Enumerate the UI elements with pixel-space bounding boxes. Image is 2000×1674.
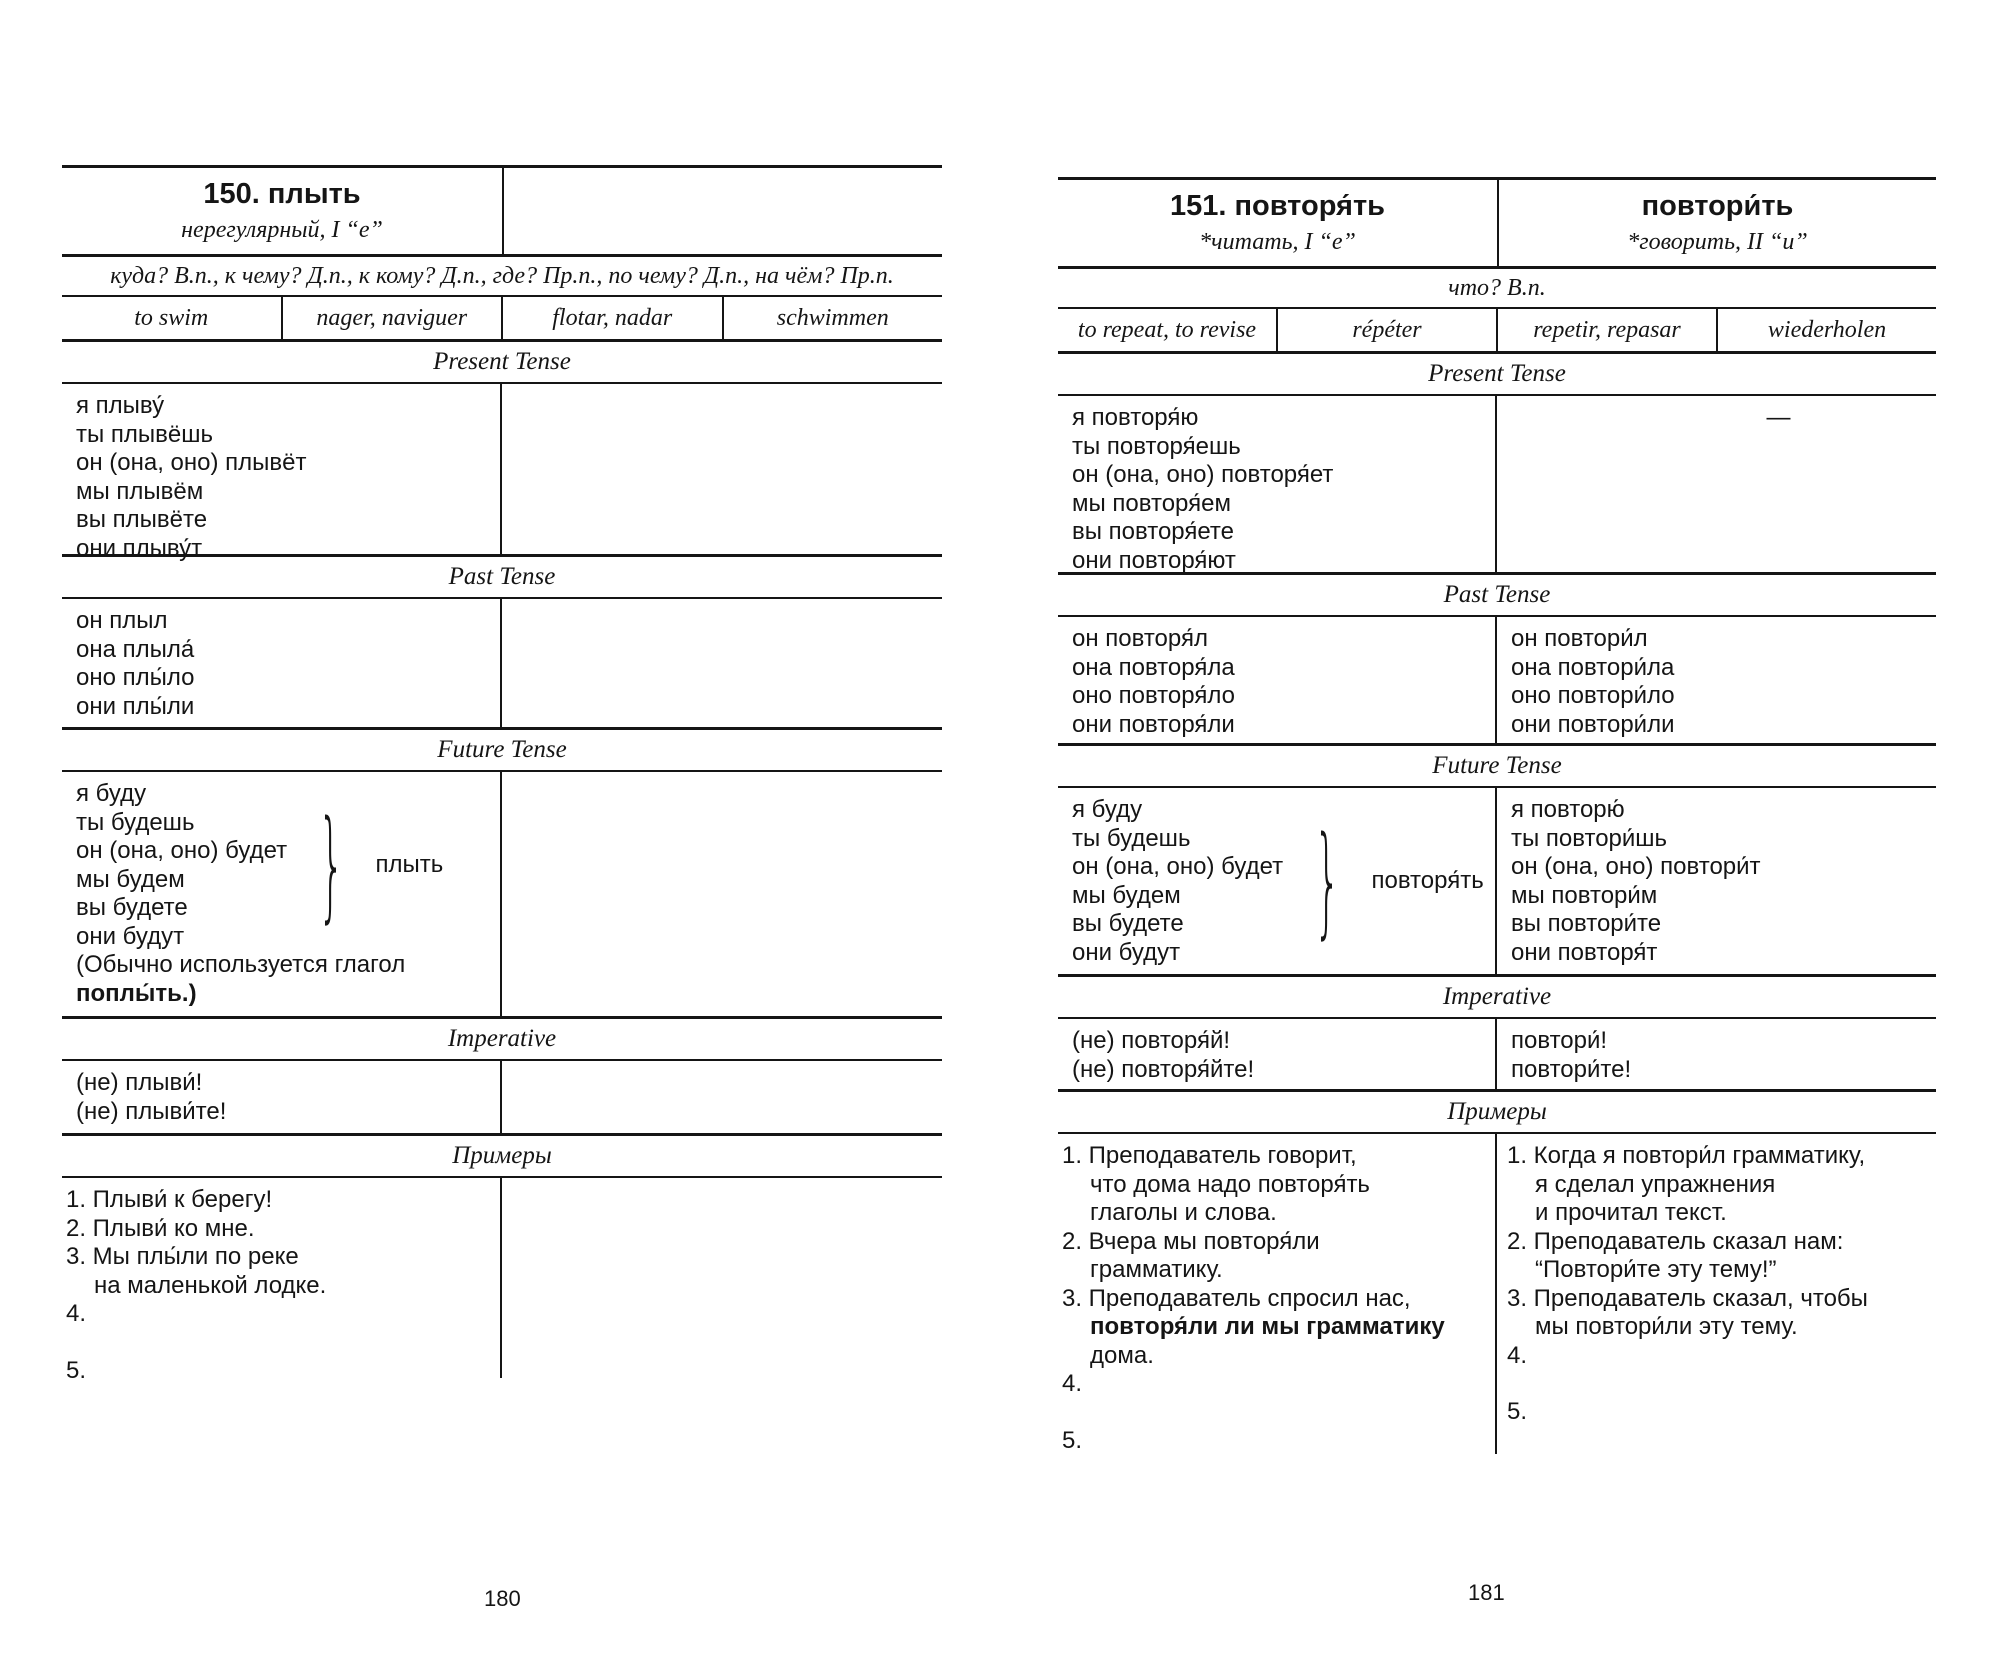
section-present: Present Tense — [62, 342, 942, 384]
past-imperfective — [1058, 617, 1497, 743]
section-past: Past Tense — [1058, 575, 1936, 617]
section-imperative: Imperative — [62, 1019, 942, 1061]
present-conjugation — [62, 384, 502, 562]
entry-title: 151. повторя́ть — [1170, 190, 1385, 222]
header-imperfective — [62, 168, 504, 254]
example-item: грамматику. — [1090, 1256, 1223, 1283]
examples-perfective — [1497, 1134, 1936, 1454]
conj-line: оно плы́ло — [76, 664, 195, 691]
imperative-row — [62, 1061, 942, 1136]
translations-row — [62, 297, 942, 342]
example-item: 5. — [1507, 1398, 1528, 1425]
conj-line: мы будем — [76, 865, 185, 893]
example-item: 5. — [66, 1356, 87, 1384]
example-item: 5. — [1062, 1426, 1083, 1454]
header-perfective-empty — [504, 168, 942, 254]
conj-line: вы будете — [76, 894, 188, 921]
conj-line: они повторя́ют — [1072, 546, 1236, 574]
past-row — [1058, 617, 1936, 746]
example-item: повторя́ли ли мы грамматику — [1090, 1313, 1445, 1340]
entry-header — [1058, 177, 1936, 269]
section-past: Past Tense — [62, 557, 942, 599]
conj-line: я плыву́ — [76, 392, 165, 419]
translation-de: wiederholen — [1767, 316, 1887, 343]
conj-line: ты повтори́шь — [1511, 824, 1668, 852]
conj-line: я буду — [76, 780, 147, 807]
future-perfective — [1497, 788, 1936, 974]
conj-line: вы будете — [1072, 910, 1184, 937]
example-item: 4. — [66, 1300, 87, 1327]
conj-line: вы повтори́те — [1511, 910, 1662, 937]
present-perfective — [1497, 396, 1936, 572]
example-item: 2. Вчера мы повторя́ли — [1062, 1227, 1320, 1255]
conj-line: он (она, оно) будет — [1072, 853, 1284, 880]
right-page — [1000, 0, 2000, 1674]
future-block — [76, 780, 490, 951]
imperative-row — [1058, 1019, 1936, 1092]
entry-title: 150. плыть — [203, 178, 361, 210]
imperative-imperfective — [1058, 1019, 1497, 1089]
section-future: Future Tense — [1058, 746, 1936, 788]
future-infinitive: плыть — [375, 851, 444, 879]
future-imperfective — [1058, 788, 1497, 974]
header-imperfective — [1058, 180, 1499, 266]
conj-line: мы будем — [1072, 881, 1181, 909]
conj-line: она повтори́ла — [1511, 653, 1675, 681]
conj-line: он (она, оно) будет — [76, 837, 288, 864]
conj-line: оно повтори́ло — [1511, 682, 1675, 709]
conj-line: он плыл — [76, 607, 168, 634]
example-item: 2. Плыви́ ко мне. — [66, 1214, 255, 1242]
conj-line: повтори́! — [1511, 1027, 1608, 1054]
translations-row — [1058, 309, 1936, 354]
translation-fr: répéter — [1278, 309, 1498, 351]
examples-row — [1058, 1134, 1936, 1454]
conj-line: она повторя́ла — [1072, 653, 1235, 681]
conj-line: ты повторя́ешь — [1072, 432, 1241, 460]
imperative-forms — [62, 1061, 502, 1133]
future-aux — [1072, 796, 1283, 967]
perfective-subtitle: *говорить, II “и” — [1627, 229, 1808, 255]
example-item: 1. Преподаватель говорит, — [1062, 1142, 1357, 1169]
conj-line: они повторя́ли — [1072, 710, 1235, 738]
conj-line: (не) повторя́й! — [1072, 1027, 1231, 1054]
example-item: 3. Мы плы́ли по реке — [66, 1243, 299, 1270]
translation-en: to swim — [62, 297, 283, 339]
example-item: 1. Когда я повтори́л грамматику, — [1507, 1142, 1866, 1169]
page-number: 181 — [1468, 1580, 1505, 1605]
future-note-verb: поплы́ть.) — [76, 979, 197, 1007]
translation-fr: nager, naviguer — [283, 297, 504, 339]
conj-line: они повтори́ли — [1511, 710, 1675, 738]
future-row — [1058, 788, 1936, 977]
examples-imperfective — [1058, 1134, 1497, 1454]
conj-line: мы плывём — [76, 477, 204, 505]
future-row — [62, 772, 942, 1019]
conj-line: ты будешь — [76, 808, 195, 836]
conj-line: (не) повторя́йте! — [1072, 1055, 1255, 1083]
future-empty — [502, 772, 942, 1016]
section-examples: Примеры — [1058, 1092, 1936, 1134]
example-item: 4. — [1062, 1370, 1083, 1397]
section-present: Present Tense — [1058, 354, 1936, 396]
conj-line: повтори́те! — [1511, 1055, 1632, 1083]
entry-subtitle: нерегулярный, I “е” — [181, 217, 383, 243]
translation-de: schwimmen — [776, 304, 889, 331]
conj-line: он (она, оно) повтори́т — [1511, 853, 1761, 880]
conj-line: они плыву́т — [76, 534, 203, 562]
past-conjugation — [62, 599, 502, 727]
translation-en: to repeat, to revise — [1058, 309, 1278, 351]
present-imperfective — [1058, 396, 1497, 572]
conj-line: я повторя́ю — [1072, 404, 1199, 431]
conj-line: он (она, оно) повторя́ет — [1072, 461, 1334, 488]
verb-table-151 — [1058, 177, 1936, 1454]
perfective-title: повтори́ть — [1641, 190, 1794, 222]
conj-line: она плыла́ — [76, 635, 195, 663]
imperative-perfective — [1497, 1019, 1936, 1089]
example-item: 2. Преподаватель сказал нам: — [1507, 1227, 1844, 1255]
conj-line: (не) плыви́те! — [76, 1097, 227, 1125]
translation-es: flotar, nadar — [503, 297, 724, 339]
example-item: 3. Преподаватель спросил нас, — [1062, 1284, 1411, 1312]
example-item: дома. — [1090, 1341, 1154, 1369]
present-row — [62, 384, 942, 562]
conj-line: я буду — [1072, 796, 1143, 823]
conj-line: они плы́ли — [76, 692, 195, 720]
government-line: куда? В.п., к чему? Д.п., к кому? Д.п., где? Пр.п., по чему? Д.п., на чём? Пр.п. — [62, 257, 942, 297]
present-empty — [502, 384, 942, 554]
past-row — [62, 599, 942, 730]
section-future: Future Tense — [62, 730, 942, 772]
conj-line: он (она, оно) плывёт — [76, 449, 307, 476]
past-empty — [502, 599, 942, 727]
section-imperative: Imperative — [1058, 977, 1936, 1019]
right-brace-icon: } — [1313, 811, 1341, 951]
conj-line: он повтори́л — [1511, 625, 1648, 652]
conj-line: (не) плыви́! — [76, 1069, 203, 1096]
right-brace-icon: } — [317, 795, 345, 935]
examples-row — [62, 1178, 942, 1384]
section-examples: Примеры — [62, 1136, 942, 1178]
conj-line: вы плывёте — [76, 506, 208, 533]
example-item: и прочитал текст. — [1535, 1199, 1727, 1226]
page-number: 180 — [484, 1586, 521, 1611]
verb-table-150 — [62, 165, 942, 1384]
example-item: 1. Плыви́ к берегу! — [66, 1186, 273, 1213]
conj-line: ты будешь — [1072, 824, 1191, 852]
conj-line: он повторя́л — [1072, 625, 1208, 652]
conj-line: они будут — [1072, 938, 1181, 966]
header-perfective — [1499, 180, 1936, 266]
entry-header — [62, 165, 942, 257]
examples-empty — [502, 1178, 942, 1378]
example-item: на маленькой лодке. — [94, 1271, 327, 1299]
example-item: мы повтори́ли эту тему. — [1535, 1313, 1798, 1340]
past-perfective — [1497, 617, 1936, 743]
example-item: глаголы и слова. — [1090, 1199, 1277, 1226]
conj-line: мы повторя́ем — [1072, 489, 1231, 517]
conj-line: вы повторя́ете — [1072, 518, 1234, 545]
conj-line: они будут — [76, 922, 185, 950]
translation-es: repetir, repasar — [1498, 309, 1718, 351]
entry-subtitle: *читать, I “е” — [1199, 229, 1356, 255]
conj-line: ты плывёшь — [76, 420, 214, 448]
conj-line: оно повторя́ло — [1072, 682, 1235, 709]
example-item: 4. — [1507, 1341, 1528, 1369]
government-line: что? В.п. — [1058, 269, 1936, 309]
example-item: я сделал упражнения — [1535, 1170, 1776, 1198]
future-note: (Обычно используется глагол — [76, 951, 406, 978]
future-conjugation — [62, 772, 502, 1016]
future-infinitive: повторя́ть — [1371, 867, 1484, 895]
conj-line: я повторю́ — [1511, 796, 1625, 823]
example-item: 3. Преподаватель сказал, чтобы — [1507, 1284, 1868, 1312]
future-block — [1072, 796, 1485, 967]
conj-line: они повторя́т — [1511, 938, 1658, 966]
no-form-dash: — — [1766, 404, 1791, 431]
future-aux — [76, 780, 287, 951]
examples-list — [62, 1178, 502, 1384]
present-row — [1058, 396, 1936, 575]
example-item: “Повтори́те эту тему!” — [1535, 1256, 1777, 1283]
conj-line: мы повтори́м — [1511, 881, 1658, 909]
imperative-empty — [502, 1061, 942, 1133]
example-item: что дома надо повторя́ть — [1090, 1170, 1370, 1198]
